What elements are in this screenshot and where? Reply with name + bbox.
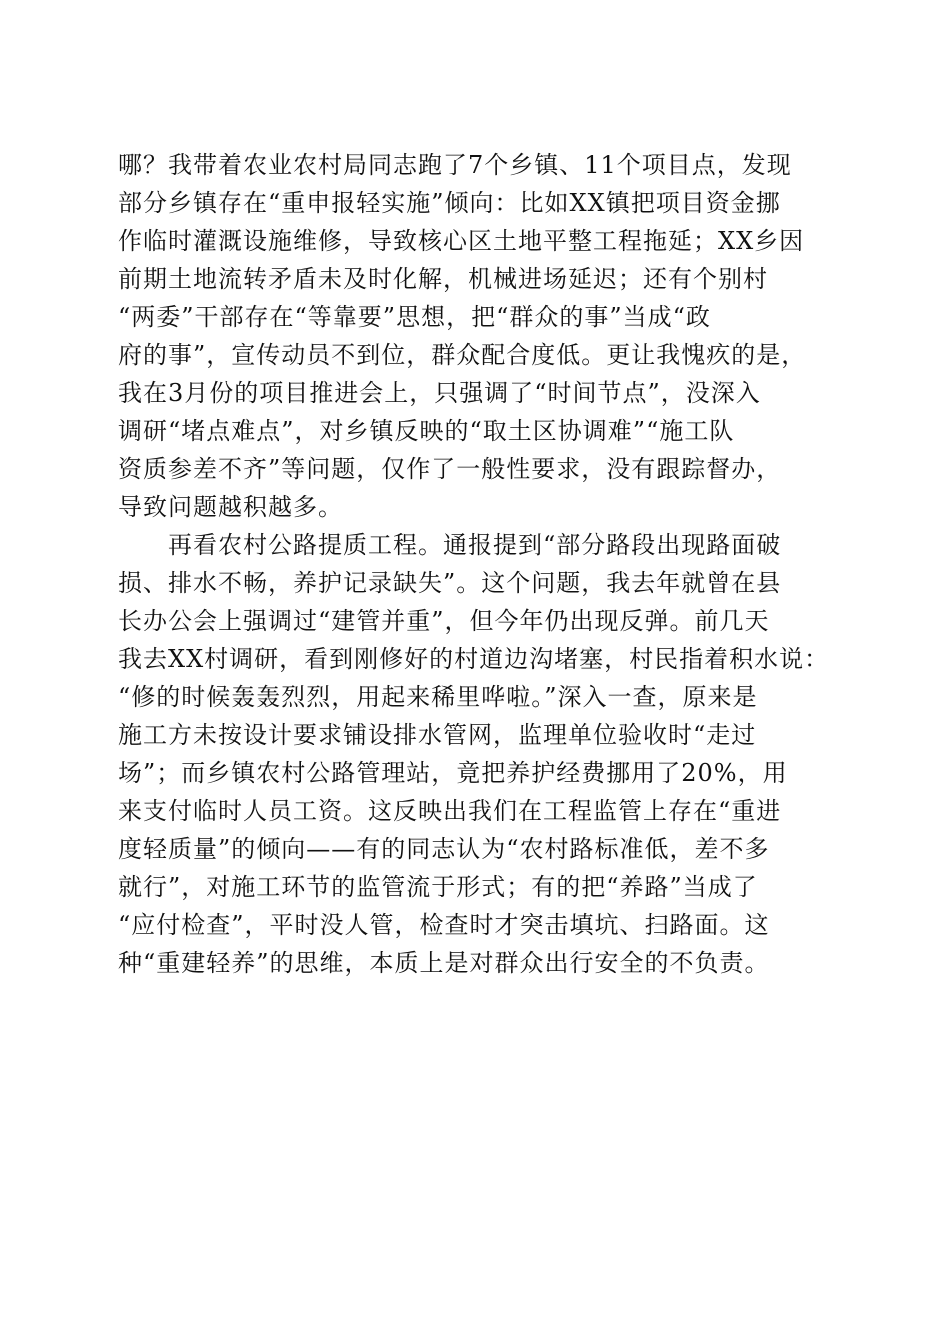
text-line: 损、排水不畅，养护记录缺失”。这个问题，我去年就曾在县	[118, 569, 782, 597]
text-line: 场”；而乡镇农村公路管理站，竟把养护经费挪用了20%，用	[118, 759, 788, 787]
text-line: 施工方未按设计要求铺设排水管网，监理单位验收时“走过	[118, 721, 757, 749]
paragraph-1	[118, 146, 830, 526]
text-line: 我在3月份的项目推进会上，只强调了“时间节点”，没深入	[118, 379, 761, 407]
text-line: 调研“堵点难点”，对乡镇反映的“取土区协调难”“施工队	[118, 417, 735, 445]
text-line: “修的时候轰轰烈烈，用起来稀里哗啦。”深入一查，原来是	[118, 683, 758, 711]
text-line: 哪？我带着农业农村局同志跑了7个乡镇、11个项目点，发现	[118, 151, 792, 179]
text-line: “两委”干部存在“等靠要”思想，把“群众的事”当成“政	[118, 303, 711, 331]
paragraph-2	[118, 526, 830, 982]
text-line: 导致问题越积越多。	[118, 493, 343, 521]
text-line: 种“重建轻养”的思维，本质上是对群众出行安全的不负责。	[118, 949, 770, 977]
text-line: “应付检查”，平时没人管，检查时才突击填坑、扫路面。这	[118, 911, 770, 939]
text-line: 府的事”，宣传动员不到位，群众配合度低。更让我愧疚的是，	[118, 341, 807, 369]
text-line: 再看农村公路提质工程。通报提到“部分路段出现路面破	[118, 531, 782, 559]
text-line: 来支付临时人员工资。这反映出我们在工程监管上存在“重进	[118, 797, 782, 825]
text-line: 就行”，对施工环节的监管流于形式；有的把“养路”当成了	[118, 873, 758, 901]
text-line: 作临时灌溉设施维修，导致核心区土地平整工程拖延；XX乡因	[118, 227, 805, 255]
text-line: 度轻质量”的倾向——有的同志认为“农村路标准低，差不多	[118, 835, 770, 863]
text-line: 资质参差不齐”等问题，仅作了一般性要求，没有跟踪督办，	[118, 455, 782, 483]
text-line: 前期土地流转矛盾未及时化解，机械进场延迟；还有个别村	[118, 265, 768, 293]
document-body	[118, 146, 830, 982]
text-line: 我去XX村调研，看到刚修好的村道边沟堵塞，村民指着积水说：	[118, 645, 830, 673]
text-line: 部分乡镇存在“重申报轻实施”倾向：比如XX镇把项目资金挪	[118, 189, 781, 217]
text-line: 长办公会上强调过“建管并重”，但今年仍出现反弹。前几天	[118, 607, 770, 635]
